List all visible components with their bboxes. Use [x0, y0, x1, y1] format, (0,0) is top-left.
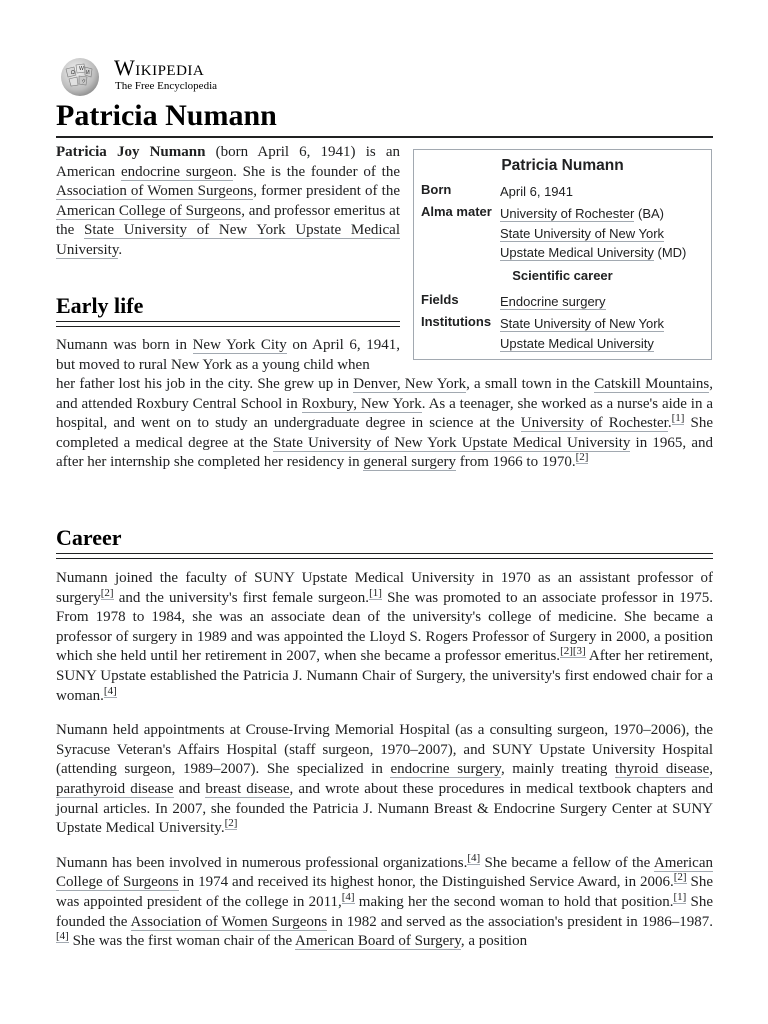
text: and the university's first female surgeon.	[113, 589, 370, 606]
text: ,	[709, 761, 713, 778]
text: Numann has been involved in numerous professional organizations.	[56, 854, 468, 871]
citation-link[interactable]: [4]	[467, 851, 481, 864]
section-heading-early-life: Early life	[56, 293, 144, 318]
link-american-board-of-surgery[interactable]: American Board of Surgery	[295, 933, 461, 950]
infobox-label: Alma mater	[421, 204, 492, 219]
text: and	[173, 780, 206, 797]
citation-link[interactable]: [4]	[103, 684, 117, 697]
text: , a small town in the	[466, 376, 595, 392]
infobox-label: Born	[421, 182, 452, 197]
text: She founded the	[56, 893, 713, 930]
citation	[467, 852, 480, 865]
text: , a position	[460, 933, 528, 950]
link-suny-upstate[interactable]: State University of New York Upstate Medical University	[56, 222, 400, 258]
site-header	[56, 55, 713, 99]
text: . She is the founder of the	[233, 163, 401, 180]
early-life-paragraph-cont	[56, 375, 713, 473]
text: She completed a medical degree at the	[56, 415, 713, 451]
citation-link[interactable]: [2]	[673, 871, 687, 884]
link-association-women-surgeons[interactable]: Association of Women Surgeons	[56, 183, 254, 200]
svg-text:Ω: Ω	[71, 70, 75, 76]
text: in 1982 and served as the association's president in 1986–1987.	[327, 913, 713, 930]
heading-divider	[56, 553, 713, 559]
link-parathyroid-disease[interactable]: parathyroid disease	[56, 780, 174, 797]
text: (BA)	[634, 206, 665, 221]
text: (MD)	[653, 245, 687, 261]
lead-paragraph	[56, 143, 400, 261]
text: from 1966 to 1970.	[456, 454, 576, 471]
link-university-rochester[interactable]: University of Rochester	[500, 206, 635, 221]
link-general-surgery[interactable]: general surgery	[363, 454, 456, 471]
wordmark-title[interactable]: Wikipedia	[114, 55, 205, 80]
citation-link[interactable]: [4]	[341, 890, 355, 903]
citation-link[interactable]: [1]	[671, 412, 685, 425]
page-title: Patricia Numann	[56, 96, 713, 138]
svg-text:W: W	[79, 66, 84, 72]
career-section	[56, 569, 713, 967]
link-suny-upstate-medical[interactable]: State University of New York Upstate Medical University	[272, 434, 631, 451]
text: , and professor emeritus at the	[56, 202, 400, 239]
subject-name: Patricia Joy Numann	[56, 144, 206, 160]
wordmark-tagline: The Free Encyclopedia	[115, 80, 218, 92]
text: in 1974 and received its highest honor, the Distinguished Service Award, in 2006.	[178, 874, 674, 891]
citation	[369, 587, 382, 600]
text: Numann joined the faculty of SUNY Upstate Medical University in 1970 as an assistant professor of surgery	[56, 570, 713, 606]
link-american-college-surgeons[interactable]: American College of Surgeons	[56, 202, 242, 219]
text: , former president of the	[253, 183, 400, 200]
citation	[342, 891, 355, 904]
link-breast-disease[interactable]: breast disease	[205, 780, 290, 797]
infobox-value	[500, 292, 705, 312]
infobox-value	[500, 314, 705, 353]
link-endocrine-surgeon[interactable]: endocrine surgeon	[120, 163, 234, 180]
citation-link[interactable]: [2]	[100, 586, 114, 599]
text: . As a teenager, she worked as a nurse's aide in a hospital, and went on to study an undergraduate degree in science at the	[56, 395, 713, 432]
heading-divider	[56, 321, 400, 327]
citation	[674, 871, 687, 884]
link-new-york-city[interactable]: New York City	[192, 337, 287, 353]
career-paragraph-3	[56, 851, 714, 952]
citation	[560, 645, 586, 658]
text: After her retirement, SUNY Upstate established the Patricia J. Numann Chair of Surgery, the university's first endowed chair for a woman.	[56, 648, 714, 704]
infobox-title: Patricia Numann	[501, 157, 624, 174]
text: in 1965, and after her internship she completed her residency in	[56, 434, 714, 471]
text: She was the first woman chair of the	[68, 933, 296, 950]
citation-link[interactable]: [2]	[575, 451, 589, 464]
citation-link[interactable]: [3]	[572, 645, 586, 658]
text: Numann held appointments at Crouse-Irving Memorial Hospital (as a consulting surgeon, 1970–2006), the Syracuse Veteran's Affairs Hospital (staff surgeon, 1970–2007), and SUNY Upstate University Hospital (attending surgeon, 1989–2007). She specialized in	[56, 722, 713, 778]
text: .	[667, 415, 672, 432]
link-suny-upstate-institution[interactable]: State University of New York Upstate Medical University	[500, 316, 665, 351]
citation-link[interactable]: [4]	[56, 930, 69, 943]
citation	[672, 412, 685, 425]
citation-link[interactable]: [2]	[224, 817, 238, 830]
infobox-label: Fields	[421, 292, 459, 307]
infobox-value: April 6, 1941	[500, 184, 573, 199]
text: She was appointed president of the college in 2011,	[56, 874, 714, 910]
citation	[56, 930, 69, 943]
infobox-label: Institutions	[421, 314, 492, 329]
link-denver-new-york[interactable]: Denver, New York	[353, 376, 467, 392]
citation	[673, 891, 686, 904]
infobox-section-heading: Scientific career	[512, 268, 613, 283]
link-roxbury-new-york[interactable]: Roxbury, New York	[301, 395, 422, 412]
svg-text:И: И	[86, 70, 90, 76]
text: Numann was born in	[56, 337, 193, 353]
text: her father lost his job in the city. She grew up in	[56, 376, 354, 392]
citation	[576, 451, 589, 464]
early-life-paragraph-start	[56, 336, 400, 375]
infobox-value	[500, 204, 705, 263]
citation-link[interactable]: [1]	[673, 890, 687, 903]
link-endocrine-surgery-infobox[interactable]: Endocrine surgery	[500, 294, 606, 309]
link-suny-upstate-infobox[interactable]: State University of New York Upstate Medical University	[500, 225, 665, 261]
citation	[101, 587, 114, 600]
career-paragraph-2	[56, 721, 713, 839]
citation-link[interactable]: [2]	[560, 645, 573, 658]
text: She became a fellow of the	[480, 854, 654, 871]
link-endocrine-surgery[interactable]: endocrine surgery	[390, 761, 501, 778]
link-catskill-mountains[interactable]: Catskill Mountains	[594, 376, 710, 392]
text: making her the second woman to hold that position.	[354, 893, 674, 910]
link-association-of-women-surgeons[interactable]: Association of Women Surgeons	[130, 913, 328, 930]
citation-link[interactable]: [1]	[369, 586, 382, 599]
text: .	[118, 241, 123, 258]
text: , and attended Roxbury Central School in	[56, 376, 713, 412]
text: (born April 6, 1941) is an American	[56, 144, 400, 180]
text: on April 6, 1941, but moved to rural New York as a young child when	[56, 337, 400, 373]
text: She was promoted to an associate professor in 1975. From 1978 to 1984, she was an associate dean of the university's college of medicine. She became a professor of surgery in 1989 and was appointed the Lloyd S. Rogers Professor of Surgery in 2000, a position which she held until her retirement in 2007, when she became a professor emeritus.	[56, 589, 713, 665]
link-american-college-of-surgeons[interactable]: American College of Surgeons	[56, 854, 713, 891]
text: , and wrote about these procedures in medical textbook chapters and journal articles. In 2007, she founded the Patricia J. Numann Breast & Endocrine Surgery Center at SUNY Upstate Medical University.	[56, 780, 713, 837]
career-paragraph-1	[56, 569, 713, 706]
section-heading-career: Career	[56, 525, 122, 550]
link-thyroid-disease[interactable]: thyroid disease	[614, 761, 710, 778]
citation	[225, 817, 238, 830]
link-university-of-rochester[interactable]: University of Rochester	[520, 415, 668, 432]
infobox	[413, 149, 712, 360]
text: , mainly treating	[500, 761, 615, 778]
citation	[104, 685, 117, 698]
svg-text:ウ: ウ	[81, 79, 87, 85]
wikipedia-globe-icon[interactable]	[56, 55, 104, 97]
